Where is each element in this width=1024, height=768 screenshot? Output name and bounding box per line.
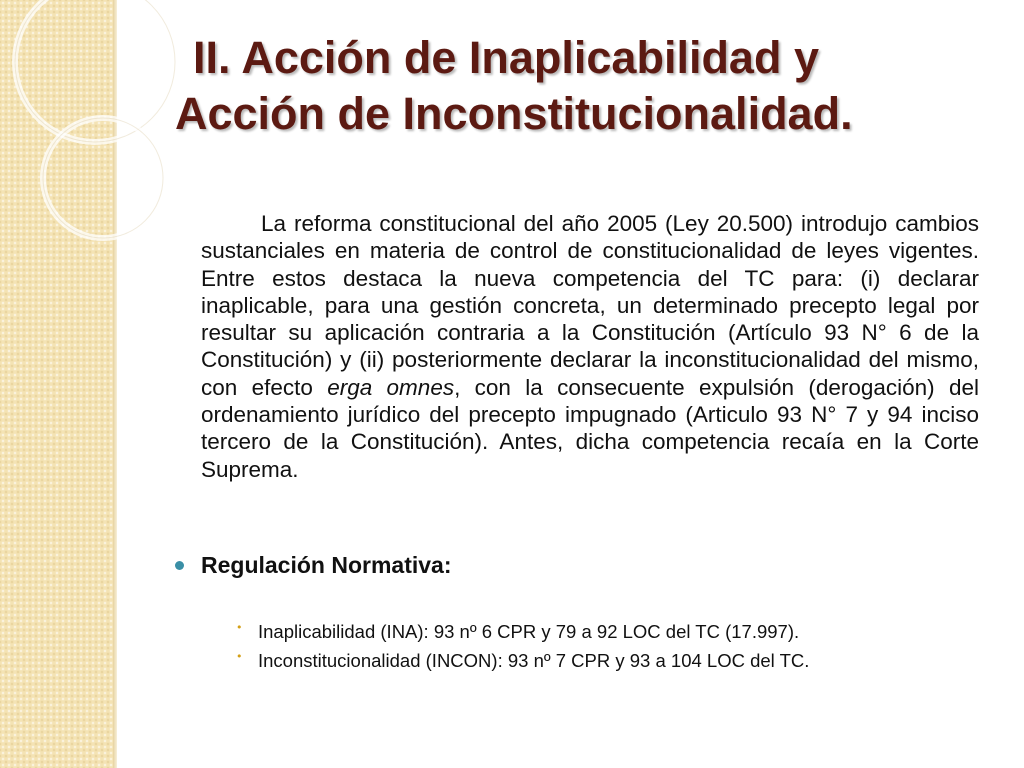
- body-text-part-2: , con la consecuente expulsión (derogación) del ordenamiento jurídico del precepto impugnado (Articulo 93 N° 7 y 94 inciso tercero de la Constitución). Antes, dicha competencia recaía en la Corte Suprema.: [201, 374, 980, 482]
- round-bullet-icon: [175, 561, 184, 570]
- decorative-rings: [0, 0, 180, 260]
- body-paragraph: [201, 210, 979, 483]
- small-dot-bullet-icon: •: [236, 650, 243, 663]
- body-text-italic: erga omnes: [327, 374, 455, 400]
- list-item: [236, 617, 996, 646]
- sub-item-text: Inconstitucionalidad (INCON): 93 nº 7 CPR y 93 a 104 LOC del TC.: [258, 649, 810, 671]
- slide-title-line-2: Acción de Inconstitucionalidad.: [175, 88, 853, 139]
- sub-bullet-list: [236, 617, 996, 675]
- bullet-regulacion-normativa: [175, 549, 975, 581]
- body-text-part-1: La reforma constitucional del año 2005 (Ley 20.500) introdujo cambios sustanciales en materia de control de constitucionalidad de leyes vigentes. Entre estos destaca la nueva competencia del TC para: (i) declarar inaplicable, para una gestión concreta, un determinado precepto legal por resultar su aplicación contraria a la Constitución (Artículo 93 N° 6 de la Constitución) y (ii) posteriormente declarar la inconstitucionalidad del mismo, con efecto: [201, 211, 979, 400]
- bullet-heading: Regulación Normativa:: [201, 551, 452, 578]
- list-item: [236, 646, 996, 675]
- slide-title: [175, 30, 1005, 142]
- small-dot-bullet-icon: •: [236, 621, 243, 634]
- slide-title-line-1: II. Acción de Inaplicabilidad y: [193, 32, 819, 83]
- sub-item-text: Inaplicabilidad (INA): 93 nº 6 CPR y 79 a 92 LOC del TC (17.997).: [258, 620, 800, 642]
